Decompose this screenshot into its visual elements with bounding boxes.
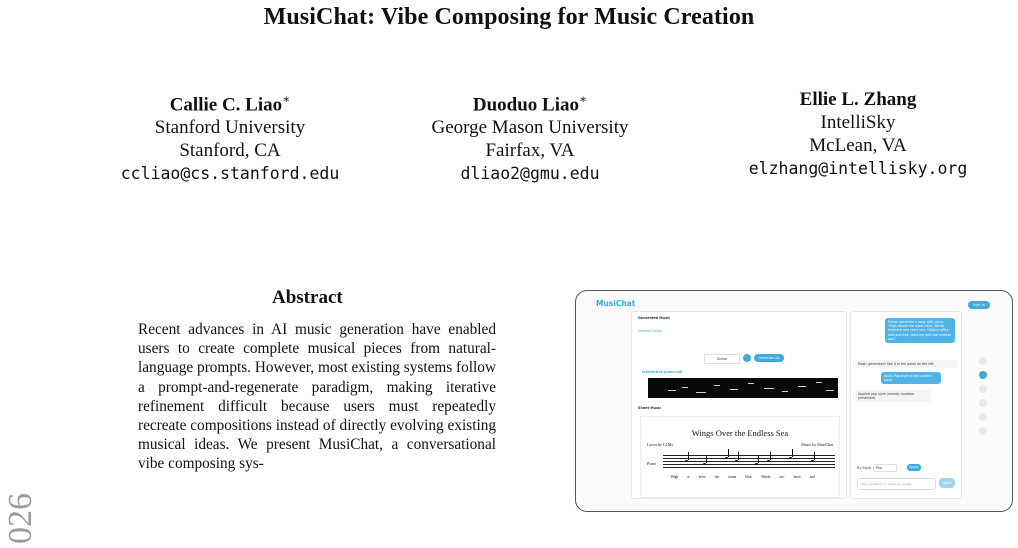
save-icon[interactable] <box>979 427 987 435</box>
lyrics-line: High a- bove the ocean blue, Winds are- bove and <box>671 475 815 479</box>
figure-app-screenshot <box>575 290 1013 512</box>
author-affiliation: Stanford University <box>154 117 306 139</box>
author-affiliation: George Mason University <box>431 117 629 139</box>
music-credit: Music by MusiChat <box>801 442 833 447</box>
sheet-music-heading: Sheet Music <box>638 406 662 410</box>
user-message: Please generate a song with lyrics: "High above the ocean blue, Winds embrace and carry you, Gliding softly, wild and free, Dancing with the endless sea." <box>885 318 955 343</box>
piano-roll-heading: Interactive piano roll <box>642 370 683 374</box>
abstract-body <box>138 320 496 474</box>
author-name: Ellie L. Zhang <box>799 89 917 110</box>
author-location: Fairfax, VA <box>485 140 575 162</box>
author-affiliation: IntelliSky <box>820 112 896 133</box>
sign-in-button[interactable]: Sign In <box>968 301 990 309</box>
app-logo: MusiChat <box>596 299 636 308</box>
abstract-heading: Abstract <box>272 287 343 308</box>
refresh-icon[interactable] <box>979 371 987 379</box>
abstract-text: Recent advances in AI music generation have enabled users to create complete musical pieces from natural-language prompts. However, most existing systems follow a prompt-and-regenerate paradigm, making iterative refinement difficult because users must repeatedly recreate compositions instead of directly evolving existing musical ideas. We present MusiChat, a conversational vibe composing sys- <box>138 321 496 473</box>
send-button[interactable]: Send <box>939 478 955 488</box>
author-location: McLean, VA <box>809 135 907 156</box>
breadcrumb[interactable]: Untitled Song › <box>638 329 664 333</box>
cloud-icon[interactable] <box>979 413 987 421</box>
camera-icon[interactable] <box>979 385 987 393</box>
music-panel <box>631 311 847 499</box>
author-email: dliao2@gmu.edu <box>460 164 600 184</box>
arxiv-side-stamp: 026 <box>2 493 39 544</box>
assistant-message: Applied pop style (melody duration preserved). <box>855 390 931 402</box>
author-location: Stanford, CA <box>179 140 281 162</box>
style-select[interactable]: Pop <box>873 464 897 472</box>
folder-icon[interactable] <box>979 399 987 407</box>
staff <box>663 453 835 469</box>
chat-input[interactable]: Ask a question or paste an image <box>857 478 936 490</box>
author-email: ccliao@cs.stanford.edu <box>120 164 340 184</box>
instrument-select[interactable]: Guitar <box>704 354 740 364</box>
author-3 <box>718 88 998 180</box>
lyrics-credit: Lyrics by LLMs <box>647 442 673 447</box>
user-message: Apply Pop style to the current song. <box>881 372 941 384</box>
home-icon[interactable] <box>979 357 987 365</box>
author-email: elzhang@intellisky.org <box>748 159 968 178</box>
instrument-label: Piano <box>647 461 657 466</box>
author-2 <box>420 88 640 185</box>
play-button[interactable] <box>743 354 751 362</box>
author-name: Duoduo Liao <box>472 94 579 116</box>
sheet-music <box>640 416 840 498</box>
generate-button[interactable]: Generate Alt <box>754 354 784 362</box>
chat-panel <box>850 311 962 499</box>
author-mark: ∗ <box>578 92 588 106</box>
piano-roll[interactable] <box>648 378 838 398</box>
apply-button[interactable]: Apply <box>907 464 921 471</box>
style-label: By Style <box>857 466 871 470</box>
author-mark: ∗ <box>282 92 291 106</box>
author-1 <box>110 88 350 185</box>
sheet-title: Wings Over the Endless Sea <box>691 428 789 438</box>
paper-title: MusiChat: Vibe Composing for Music Creation <box>263 4 755 30</box>
assistant-message: Music generated! See it in the panel on the left. <box>855 360 957 368</box>
generated-music-heading: Generated Music <box>638 316 671 320</box>
author-name: Callie C. Liao <box>169 94 283 116</box>
